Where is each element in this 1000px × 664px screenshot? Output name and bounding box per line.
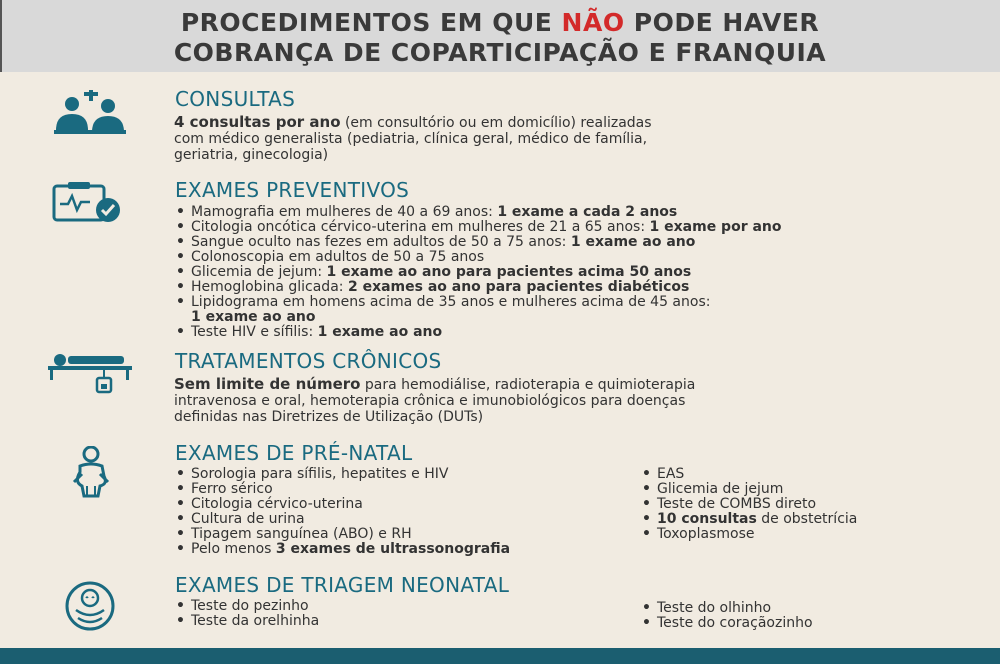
item-text: Lipidograma em homens acima de 35 anos e mulheres acima de 45 anos:: [191, 294, 711, 310]
list-item: [173, 482, 510, 497]
item-text: Colonoscopia em adultos de 50 a 75 anos: [191, 249, 485, 265]
pregnant-woman-icon: [68, 446, 114, 498]
list-item: [639, 512, 857, 527]
list-item: [639, 482, 857, 497]
prenatal-list-right: [639, 467, 857, 542]
section-title-neonatal: EXAMES DE TRIAGEM NEONATAL: [175, 573, 510, 597]
list-item: • Teste do pezinho: [173, 599, 319, 614]
item-bold: 1 exame ao ano: [570, 234, 696, 250]
header-banner: [0, 0, 1000, 72]
consultas-line3: geriatria, ginecologia): [174, 147, 329, 163]
consultas-text: (em consultório ou em domicílio) realizadas: [340, 115, 652, 131]
cronicos-bold: Sem limite de número: [174, 375, 361, 393]
list-item: [173, 325, 782, 340]
item-text: Sangue oculto nas fezes em adultos de 50 a 75 anos:: [191, 234, 571, 250]
list-item: [639, 527, 857, 542]
item-text: Citologia oncótica cérvico-uterina em mulheres de 21 a 65 anos:: [191, 219, 650, 235]
hospital-bed-icon: [46, 350, 136, 394]
clipboard-check-icon: [50, 182, 130, 224]
neonatal-list-right: [639, 601, 813, 631]
item-text: Citologia cérvico-uterina: [191, 496, 363, 512]
item-bold: 1 exame a cada 2 anos: [497, 204, 678, 220]
title-part: PROCEDIMENTOS EM QUE: [180, 8, 562, 37]
list-item: [173, 527, 510, 542]
item-text: de obstetrícia: [756, 511, 858, 527]
item-text: Ferro sérico: [191, 481, 273, 497]
prenatal-list-left: [173, 467, 510, 557]
item-text: Teste HIV e sífilis:: [191, 324, 318, 340]
item-text: Pelo menos: [191, 541, 276, 557]
cronicos-line1: [174, 376, 695, 393]
item-text: Teste de COMBS direto: [657, 496, 817, 512]
list-item: • Teste do olhinho: [639, 601, 813, 616]
item-text: Sorologia para sífilis, hepatites e HIV: [191, 466, 449, 482]
section-title-consultas: CONSULTAS: [175, 87, 296, 111]
title-highlight: NÃO: [561, 8, 625, 37]
item-text: Toxoplasmose: [657, 526, 755, 542]
item-bold: 1 exame ao ano: [191, 309, 316, 325]
item-text: Tipagem sanguínea (ABO) e RH: [191, 526, 412, 542]
footer-bar: [0, 648, 1000, 664]
item-text: Cultura de urina: [191, 511, 305, 527]
page-title-line1: [0, 8, 1000, 37]
list-item: [173, 220, 782, 235]
section-title-prenatal: EXAMES DE PRÉ-NATAL: [175, 441, 413, 465]
section-title-cronicos: TRATAMENTOS CRÔNICOS: [175, 349, 442, 373]
item-bold: 1 exame por ano: [649, 219, 782, 235]
newborn-baby-icon: [64, 580, 116, 632]
item-bold: 10 consultas: [657, 511, 757, 527]
item-bold: 3 exames de ultrassonografia: [275, 541, 511, 557]
cronicos-line3: definidas nas Diretrizes de Utilização (DUTs): [174, 409, 484, 425]
list-item: [639, 467, 857, 482]
list-item-continuation: [173, 310, 782, 325]
list-item: [173, 205, 782, 220]
item-text: Glicemia de jejum: [657, 481, 784, 497]
item-bold: 2 exames ao ano para pacientes diabéticos: [347, 279, 690, 295]
item-bold: 1 exame ao ano: [317, 324, 443, 340]
list-item: [639, 497, 857, 512]
list-item: [173, 512, 510, 527]
preventivos-list: [173, 205, 782, 340]
item-text: Mamografia em mulheres de 40 a 69 anos:: [191, 204, 498, 220]
list-item: [173, 467, 510, 482]
title-part: PODE HAVER: [624, 8, 820, 37]
doctor-patient-icon: [50, 90, 130, 136]
list-item: [173, 497, 510, 512]
page-title-line2: COBRANÇA DE COPARTICIPAÇÃO E FRANQUIA: [173, 38, 827, 67]
cronicos-description: [174, 376, 695, 425]
consultas-description: [174, 114, 652, 163]
consultas-bold: 4 consultas por ano: [174, 113, 341, 131]
item-text: EAS: [657, 466, 685, 482]
item-text: Glicemia de jejum:: [191, 264, 327, 280]
list-item: [173, 235, 782, 250]
item-text: Hemoglobina glicada:: [191, 279, 348, 295]
list-item: [173, 265, 782, 280]
list-item: [173, 250, 782, 265]
section-title-preventivos: EXAMES PREVENTIVOS: [175, 178, 410, 202]
consultas-line2: com médico generalista (pediatria, clínica geral, médico de família,: [174, 131, 648, 147]
list-item: [173, 295, 782, 310]
list-item: • Teste do coraçãozinho: [639, 616, 813, 631]
list-item: [173, 280, 782, 295]
cronicos-line2: intravenosa e oral, hemoterapia crônica e imunobiológicos para doenças: [174, 393, 686, 409]
list-item: • Teste da orelhinha: [173, 614, 319, 629]
item-bold: 1 exame ao ano para pacientes acima 50 anos: [326, 264, 692, 280]
neonatal-list-left: [173, 599, 319, 629]
cronicos-text: para hemodiálise, radioterapia e quimioterapia: [360, 377, 696, 393]
list-item: [173, 542, 510, 557]
consultas-line1: [174, 114, 652, 131]
